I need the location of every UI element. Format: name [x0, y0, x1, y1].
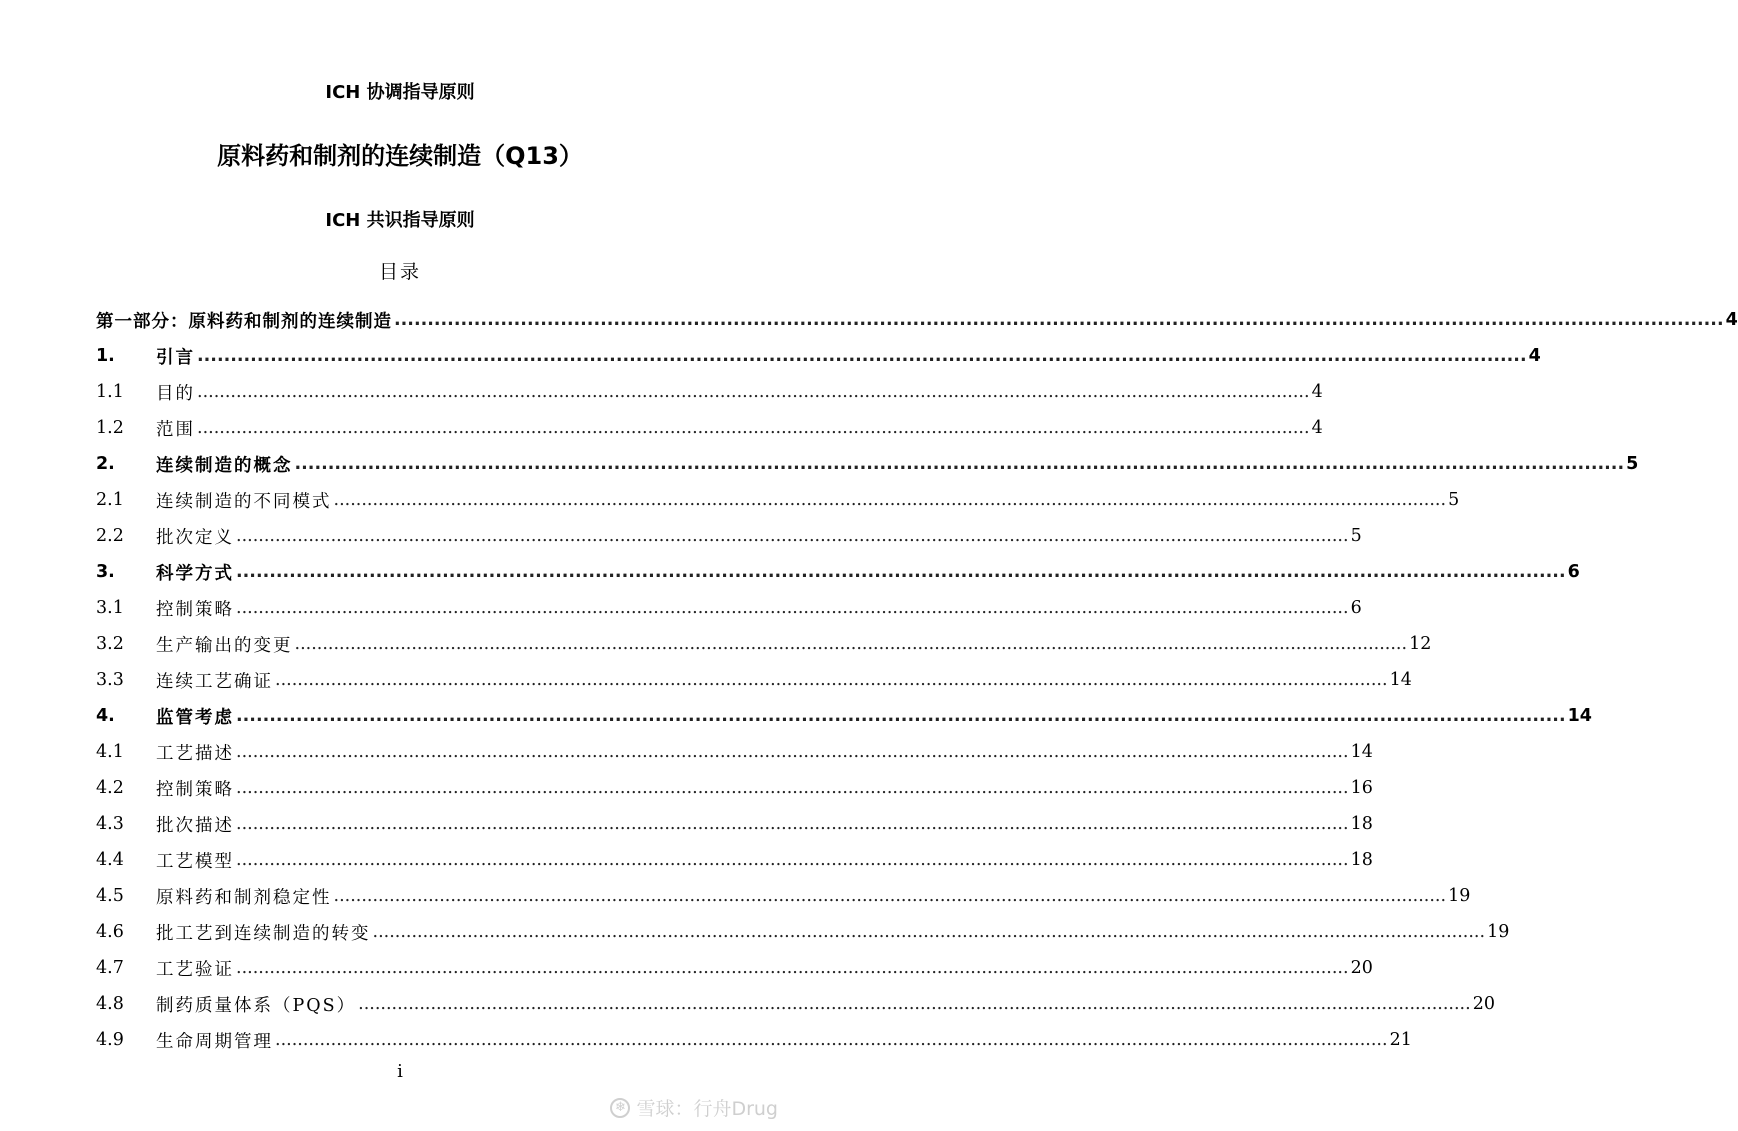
toc-entry-number: 4.9	[96, 1030, 124, 1050]
toc-entry-number: 4.4	[96, 850, 124, 870]
toc-entry-label: 目的	[156, 383, 195, 404]
toc-dot-leader: ........................................................................................................................................................................................................	[372, 922, 1486, 942]
toc-entry-label: 工艺验证	[156, 959, 234, 980]
header-title: ICH 协调指导原则	[325, 82, 475, 103]
toc-entry-number: 4.2	[96, 778, 124, 798]
toc-dot-leader: ........................................................................................................................................................................................................	[197, 346, 1527, 366]
toc-entry-number: 1.	[96, 346, 115, 366]
toc-dot-leader: ........................................................................................................................................................................................................	[236, 742, 1349, 762]
toc-entry[interactable]	[96, 482, 1460, 518]
toc-dot-leader: ........................................................................................................................................................................................................	[294, 454, 1625, 474]
toc-entry-page: 5	[1350, 526, 1362, 546]
toc-entry-page: 14	[1389, 670, 1412, 690]
toc-entry-number: 2.2	[96, 526, 124, 546]
toc-entry[interactable]	[96, 1022, 1412, 1058]
toc-entry[interactable]	[96, 518, 1362, 554]
toc-dot-leader: ........................................................................................................................................................................................................	[294, 634, 1408, 654]
toc-entry-page: 5	[1626, 454, 1639, 474]
toc-entry-label: 引言	[156, 347, 195, 368]
toc-dot-leader: ........................................................................................................................................................................................................	[197, 382, 1310, 402]
toc-entry-page: 4	[1311, 382, 1323, 402]
toc-entry-label: 监管考虑	[156, 707, 234, 728]
toc-entry[interactable]	[96, 554, 1580, 590]
toc-entry-page: 4	[1528, 346, 1541, 366]
toc-entry-number: 1.2	[96, 418, 124, 438]
toc-entry[interactable]	[96, 986, 1495, 1022]
toc-entry-page: 4	[1311, 418, 1323, 438]
toc-entry-label: 范围	[156, 419, 195, 440]
toc-entry-number: 4.5	[96, 886, 124, 906]
toc-entry[interactable]	[96, 590, 1362, 626]
toc-dot-leader: ........................................................................................................................................................................................................	[333, 490, 1447, 510]
toc-entry-label: 批工艺到连续制造的转变	[156, 923, 371, 944]
toc-dot-leader: ........................................................................................................................................................................................................	[236, 850, 1349, 870]
toc-dot-leader: ........................................................................................................................................................................................................	[197, 418, 1310, 438]
toc-entry-label: 连续制造的概念	[156, 455, 293, 476]
toc-entry[interactable]	[96, 446, 1639, 482]
toc-entry[interactable]	[96, 734, 1373, 770]
toc-entry[interactable]	[96, 626, 1432, 662]
toc-entry[interactable]	[96, 374, 1323, 410]
toc-entry-label: 生产输出的变更	[156, 635, 293, 656]
toc-entry-label: 控制策略	[156, 779, 234, 800]
toc-entry[interactable]	[96, 950, 1373, 986]
toc-entry-label: 批次定义	[156, 527, 234, 548]
toc-entry-label: 控制策略	[156, 599, 234, 620]
toc-entry-page: 20	[1350, 958, 1373, 978]
toc-entry-page: 20	[1472, 994, 1495, 1014]
toc-entry[interactable]	[96, 302, 1738, 338]
sub-title: ICH 共识指导原则	[325, 210, 475, 231]
toc-dot-leader: ........................................................................................................................................................................................................	[236, 958, 1349, 978]
toc-dot-leader: ........................................................................................................................................................................................................	[275, 670, 1388, 690]
toc-entry-label: 科学方式	[156, 563, 234, 584]
toc-dot-leader: ........................................................................................................................................................................................................	[333, 886, 1447, 906]
toc-entry[interactable]	[96, 770, 1373, 806]
toc-dot-leader: ........................................................................................................................................................................................................	[236, 562, 1566, 582]
toc-entry[interactable]	[96, 806, 1373, 842]
toc-entry-page: 18	[1350, 850, 1373, 870]
toc-entry-page: 6	[1567, 562, 1580, 582]
toc-dot-leader: ........................................................................................................................................................................................................	[358, 994, 1471, 1014]
toc-entry-label: 批次描述	[156, 815, 234, 836]
toc-entry-number: 4.7	[96, 958, 124, 978]
toc-entry-number: 2.1	[96, 490, 124, 510]
toc-entry-number: 3.2	[96, 634, 124, 654]
toc-entry-number: 4.1	[96, 742, 124, 762]
toc-entry[interactable]	[96, 662, 1412, 698]
toc-heading: 目录	[378, 261, 421, 283]
toc-entry-label: 工艺描述	[156, 743, 234, 764]
toc-entry-page: 19	[1448, 886, 1471, 906]
toc-entry-label: 连续制造的不同模式	[156, 491, 332, 512]
toc-dot-leader: ........................................................................................................................................................................................................	[236, 706, 1566, 726]
toc-entry-page: 21	[1389, 1030, 1412, 1050]
toc-entry-page: 6	[1350, 598, 1362, 618]
toc-dot-leader: ........................................................................................................................................................................................................	[275, 1030, 1388, 1050]
page-number: i	[397, 1061, 403, 1082]
toc-entry-number: 3.	[96, 562, 115, 582]
toc-entry[interactable]	[96, 914, 1510, 950]
toc-entry-label: 制药质量体系（PQS）	[156, 995, 357, 1016]
snowball-logo-icon: ❄	[610, 1098, 630, 1118]
toc-entry-page: 14	[1350, 742, 1373, 762]
toc-entry-number: 4.3	[96, 814, 124, 834]
toc-entry[interactable]	[96, 338, 1541, 374]
watermark-text: 雪球：行舟Drug	[636, 1098, 778, 1120]
toc-entry-number: 1.1	[96, 382, 124, 402]
toc-entry-page: 14	[1567, 706, 1592, 726]
toc-entry-page: 5	[1448, 490, 1460, 510]
toc-entry-number: 3.3	[96, 670, 124, 690]
toc-entry-number: 3.1	[96, 598, 124, 618]
toc-entry[interactable]	[96, 698, 1592, 734]
toc-dot-leader: ........................................................................................................................................................................................................	[236, 598, 1349, 618]
toc-entry[interactable]	[96, 878, 1471, 914]
toc-entry-page: 16	[1350, 778, 1373, 798]
toc-dot-leader: ........................................................................................................................................................................................................	[236, 778, 1349, 798]
toc-entry-page: 12	[1409, 634, 1432, 654]
toc-entry-number: 4.8	[96, 994, 124, 1014]
main-title: 原料药和制剂的连续制造（Q13）	[217, 142, 583, 170]
toc-dot-leader: ........................................................................................................................................................................................................	[394, 310, 1724, 330]
toc-entry-page: 18	[1350, 814, 1373, 834]
toc-entry[interactable]	[96, 842, 1373, 878]
toc-entry-label: 生命周期管理	[156, 1031, 273, 1052]
toc-entry-number: 4.6	[96, 922, 124, 942]
toc-entry-page: 19	[1487, 922, 1510, 942]
toc-entry-label: 第一部分：原料药和制剂的连续制造	[96, 311, 392, 332]
table-of-contents	[96, 302, 1738, 1058]
toc-entry[interactable]	[96, 410, 1323, 446]
toc-entry-label: 连续工艺确证	[156, 671, 273, 692]
toc-entry-label: 原料药和制剂稳定性	[156, 887, 332, 908]
watermark	[610, 1094, 778, 1121]
toc-dot-leader: ........................................................................................................................................................................................................	[236, 814, 1349, 834]
toc-entry-number: 4.	[96, 706, 115, 726]
toc-dot-leader: ........................................................................................................................................................................................................	[236, 526, 1349, 546]
toc-entry-page: 4	[1725, 310, 1738, 330]
toc-entry-label: 工艺模型	[156, 851, 234, 872]
toc-entry-number: 2.	[96, 454, 115, 474]
